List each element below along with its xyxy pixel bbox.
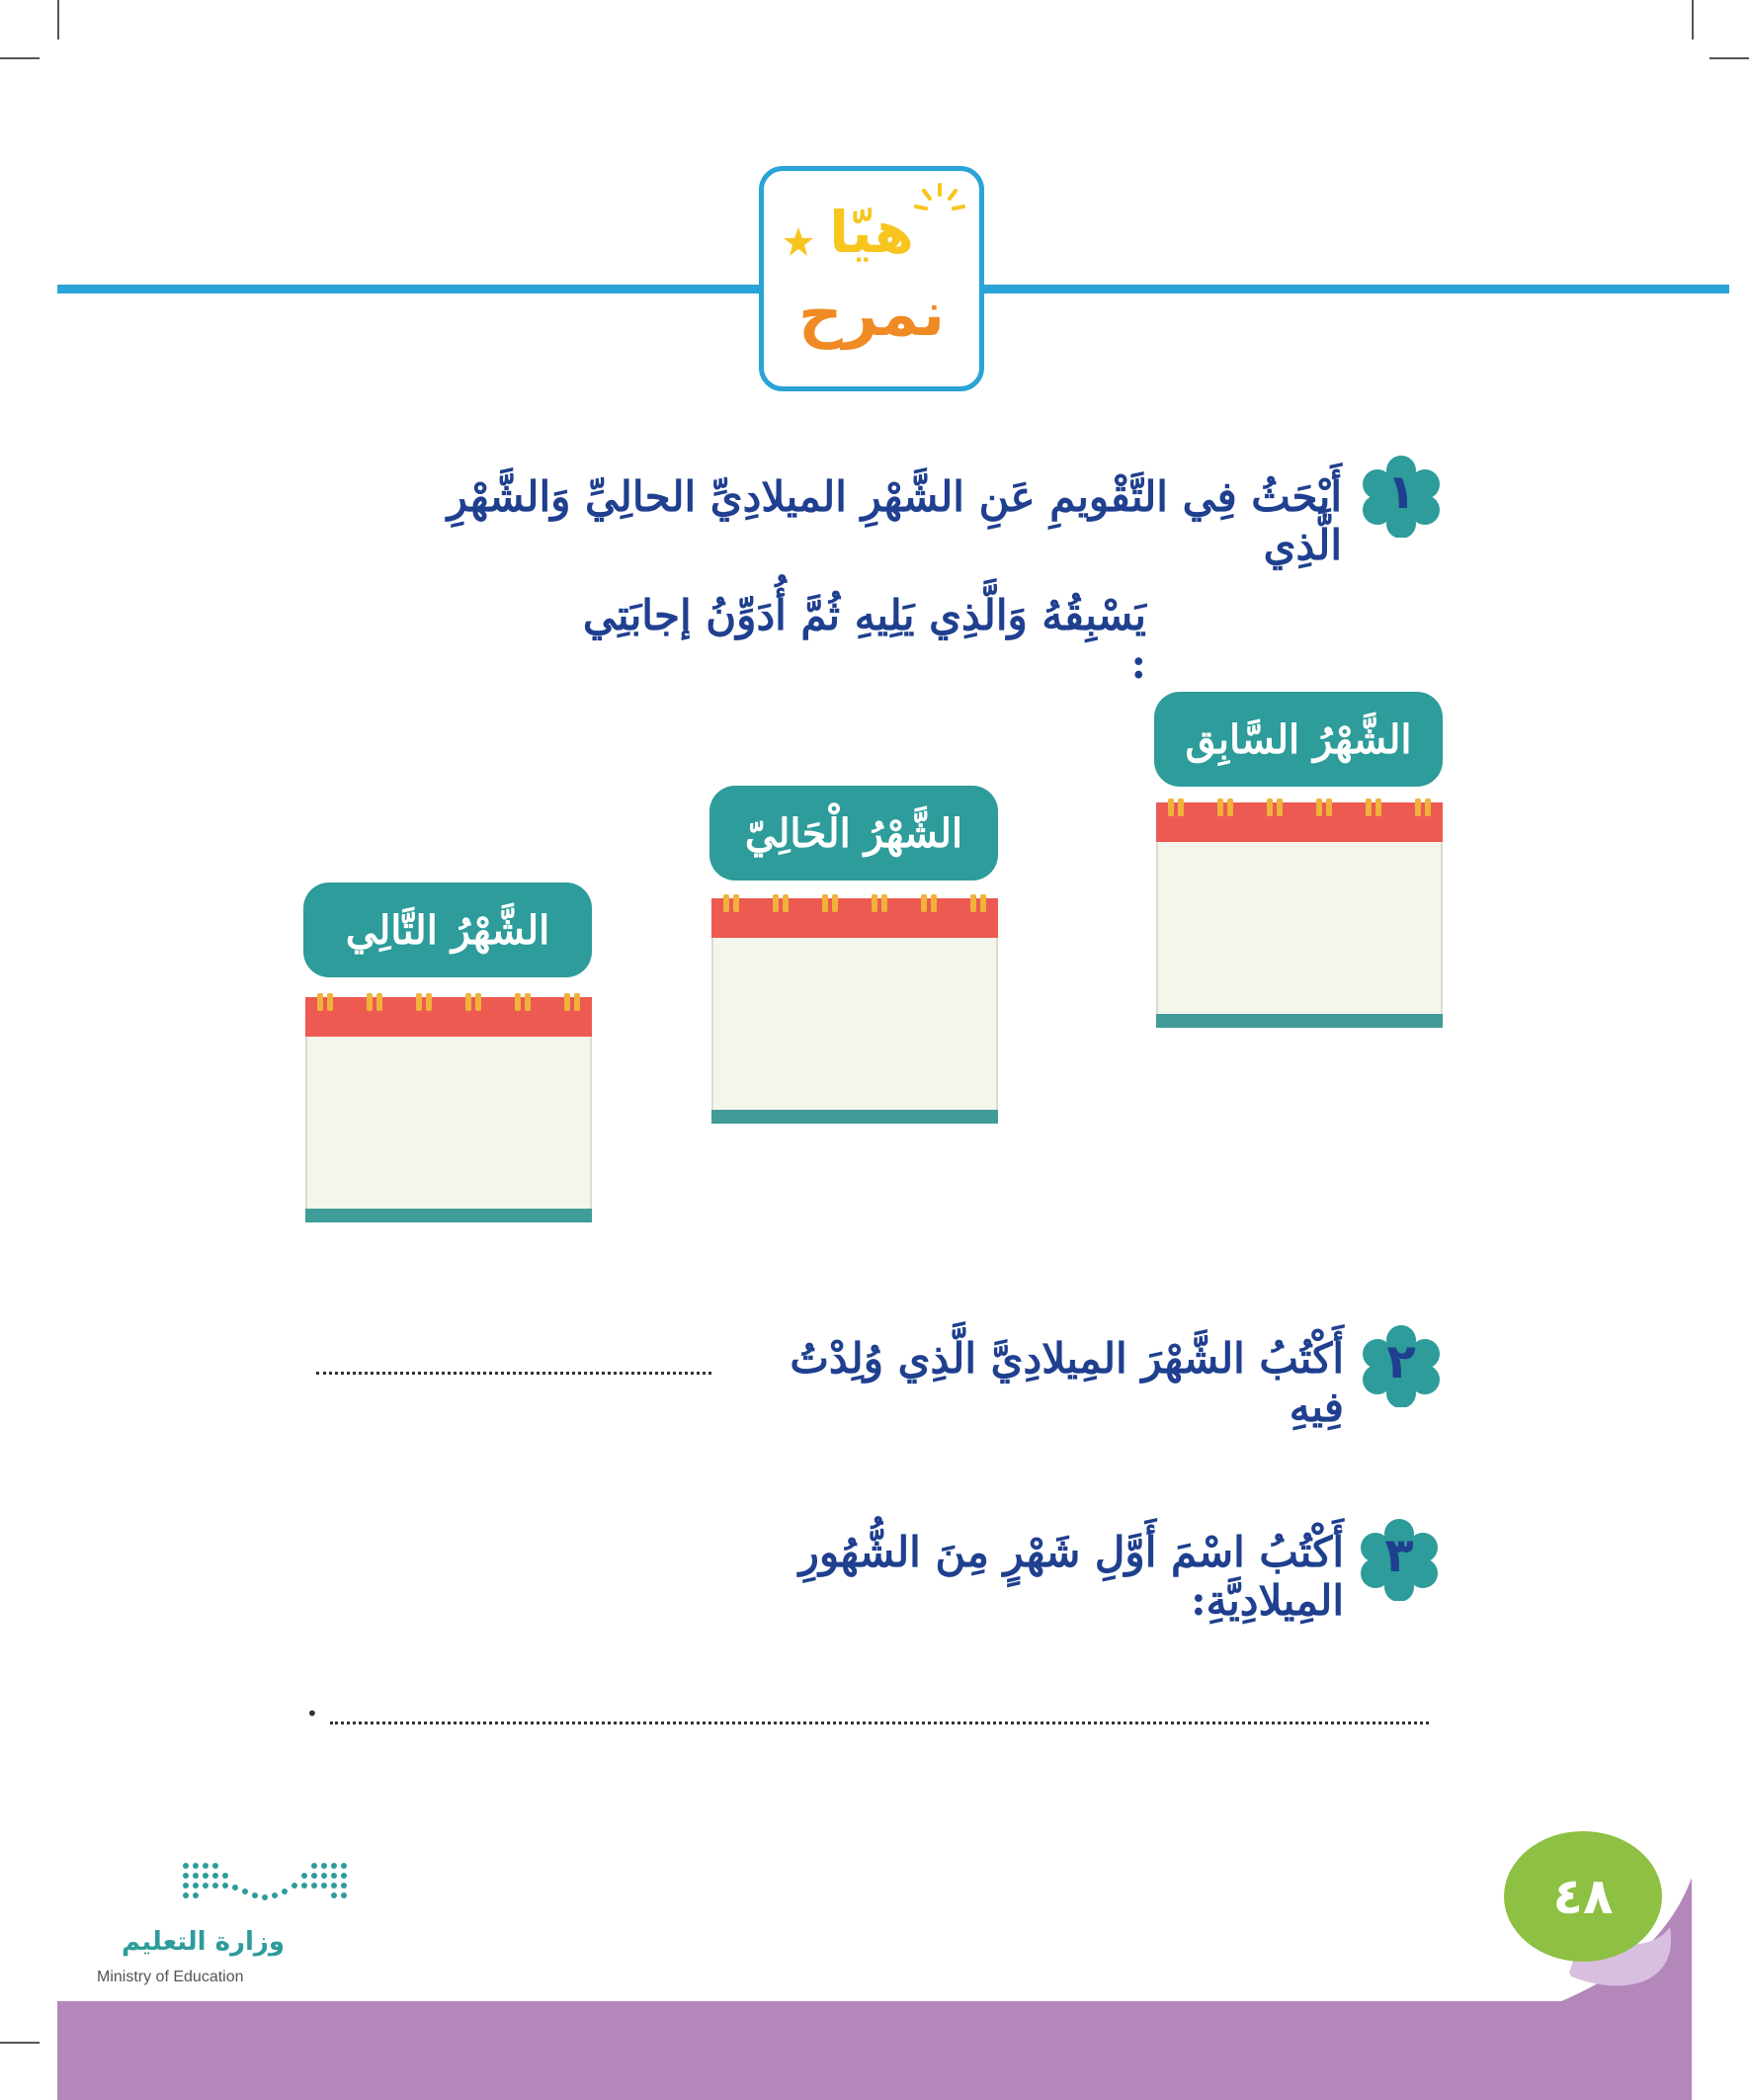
calendar-ring	[515, 993, 521, 1011]
calendar-ring	[931, 894, 937, 912]
answer-bullet: •	[306, 1702, 318, 1725]
calendar-answer-box[interactable]	[1156, 842, 1443, 1014]
calendar-ring	[1415, 798, 1421, 816]
calendar-header	[1156, 802, 1443, 842]
ministry-name-en: Ministry of Education	[97, 1969, 244, 1985]
question-text: يَسْبِقُهُ وَالَّذِي يَلِيهِ ثُمَّ أُدَوِّنُ إجابَتِي :	[582, 591, 1146, 688]
calendar-ring	[564, 993, 570, 1011]
page-number: ٤٨	[1504, 1831, 1662, 1962]
calendar-ring	[317, 993, 323, 1011]
calendar-ring	[376, 993, 382, 1011]
calendar-ring	[525, 993, 531, 1011]
calendar-ring	[881, 894, 887, 912]
calendar-header	[711, 898, 998, 938]
calendar-base	[1156, 1014, 1443, 1028]
calendar-ring	[1316, 798, 1322, 816]
question-text: أَبْحَثُ فِي التَّقْويمِ عَنِ الشَّهْرِ الميلادِيِّ الحالِيِّ وَالشَّهْرِ الَّذِي	[447, 472, 1342, 569]
calendar-ring	[1227, 798, 1233, 816]
crop-mark	[0, 57, 40, 59]
question-number: ٣	[1384, 1528, 1414, 1583]
calendar-ring	[1217, 798, 1223, 816]
calendar-title: الشَّهْرُ الْحَالِيّ	[709, 786, 998, 881]
calendar-ring	[475, 993, 481, 1011]
calendar-ring	[1267, 798, 1273, 816]
badge-title-line1: هيّا	[829, 199, 914, 266]
calendar-ring	[783, 894, 789, 912]
calendar-ring	[1326, 798, 1332, 816]
calendar-base	[711, 1110, 998, 1124]
calendar-ring	[970, 894, 976, 912]
crop-mark	[1709, 57, 1749, 59]
calendar-header	[305, 997, 592, 1037]
calendar-ring	[1425, 798, 1431, 816]
calendar-ring	[574, 993, 580, 1011]
calendar-ring	[1375, 798, 1381, 816]
calendar-ring	[327, 993, 333, 1011]
crop-mark	[57, 0, 59, 40]
calendar-answer-box[interactable]	[305, 1037, 592, 1209]
calendar-ring	[426, 993, 432, 1011]
calendar-title: الشَّهْرُ السَّابِق	[1154, 692, 1443, 787]
calendar-title: الشَّهْرُ التَّالِي	[303, 882, 592, 977]
calendar-ring	[872, 894, 877, 912]
badge-title-line2: نمرح	[797, 278, 946, 350]
calendar-ring	[465, 993, 471, 1011]
calendar-ring	[773, 894, 779, 912]
question-number: ١	[1386, 464, 1416, 520]
answer-line[interactable]	[330, 1722, 1429, 1724]
calendar-ring	[723, 894, 729, 912]
calendar-ring	[822, 894, 828, 912]
crop-mark	[1692, 0, 1694, 40]
calendar-ring	[980, 894, 986, 912]
calendar-ring	[921, 894, 927, 912]
calendar-answer-box[interactable]	[711, 938, 998, 1110]
calendar-ring	[733, 894, 739, 912]
calendar-ring	[367, 993, 373, 1011]
calendar-ring	[832, 894, 838, 912]
calendar-ring	[1366, 798, 1372, 816]
section-badge	[759, 166, 984, 391]
calendar-ring	[1168, 798, 1174, 816]
calendar-ring	[1178, 798, 1184, 816]
ministry-name-ar: وزارة التعليم	[122, 1927, 285, 1957]
question-text: أَكْتُبُ اسْمَ أَوَّلِ شَهْرٍ مِنَ الشُّهُورِ المِيلادِيَّةِ:	[798, 1528, 1344, 1625]
ministry-logo-icon	[180, 1858, 350, 1913]
answer-line[interactable]	[316, 1372, 711, 1375]
question-text: أَكْتُبُ الشَّهْرَ المِيلادِيَّ الَّذِي وُلِدْتُ فِيهِ	[790, 1334, 1344, 1431]
question-number: ٢	[1386, 1334, 1416, 1389]
calendar-ring	[416, 993, 422, 1011]
calendar-ring	[1277, 798, 1283, 816]
calendar-base	[305, 1209, 592, 1222]
